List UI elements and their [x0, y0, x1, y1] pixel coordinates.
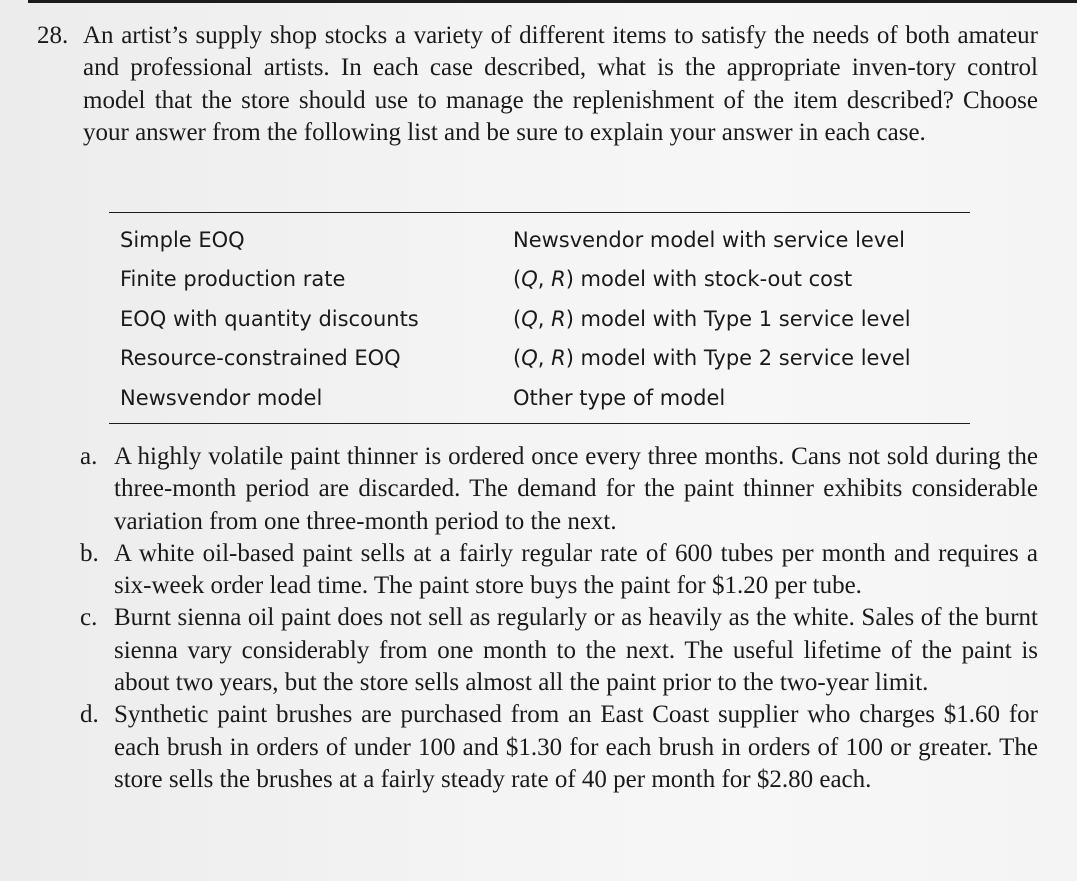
model-option: (Q, R) model with Type 1 service level — [513, 306, 911, 331]
model-option: Simple EOQ — [120, 227, 245, 252]
model-option: Other type of model — [513, 385, 726, 410]
model-option: Newsvendor model — [120, 385, 323, 410]
question-part-d — [80, 699, 1038, 796]
part-letter: c. — [80, 604, 98, 632]
part-text: Synthetic paint brushes are purchased from an East Coast supplier who charges $1.60 for each brush in orders of under 100 and $1.30 for each brush in orders of 100 or greater. The store sells the brushes at a fairly steady rate of 40 per month for $2.80 each. — [114, 701, 1038, 793]
model-option: Resource-constrained EOQ — [120, 346, 401, 371]
question-part-a — [80, 441, 1038, 538]
model-row — [109, 378, 970, 418]
question-part-c — [80, 602, 1038, 699]
model-option: EOQ with quantity discounts — [120, 306, 419, 331]
part-text: Burnt sienna oil paint does not sell as regularly or as heavily as the white. Sales of the burnt sienna vary considerably from one month to the next. The useful lifetime of the paint is about two years, but the store sells almost all the paint prior to the two-year limit. — [114, 604, 1038, 697]
question-parts — [80, 441, 1038, 796]
model-options-table — [109, 212, 970, 424]
model-row — [109, 220, 970, 260]
model-row — [109, 339, 970, 379]
model-option: (Q, R) model with Type 2 service level — [513, 346, 911, 371]
model-option: Newsvendor model with service level — [513, 227, 906, 252]
part-text: A white oil-based paint sells at a fairly regular rate of 600 tubes per month and requires a six-week order lead time. The paint store buys the paint for $1.20 per tube. — [114, 539, 1038, 600]
part-letter: a. — [80, 443, 98, 470]
part-text: A highly volatile paint thinner is ordered once every three months. Cans not sold during the three-month period are discarded. The demand for the paint thinner exhibits considerable variation from one three-month period to the next. — [114, 443, 1038, 535]
top-rule — [28, 0, 1077, 3]
model-row — [109, 299, 970, 339]
question-part-b — [80, 538, 1038, 603]
part-letter: b. — [80, 539, 99, 567]
model-option: Finite production rate — [120, 267, 346, 292]
model-row — [109, 260, 970, 300]
problem-intro: An artist’s supply shop stocks a variety of different items to satisfy the needs of both amateur and professional artists. In each case described, what is the appropriate inven-tory control model that the store should use to manage the replenishment of the item described? Choose your answer from the following list and be sure to explain your answer in each case. — [83, 22, 1038, 147]
part-letter: d. — [80, 701, 99, 729]
problem-number: 28. — [37, 22, 69, 49]
model-option: (Q, R) model with stock-out cost — [513, 267, 853, 292]
